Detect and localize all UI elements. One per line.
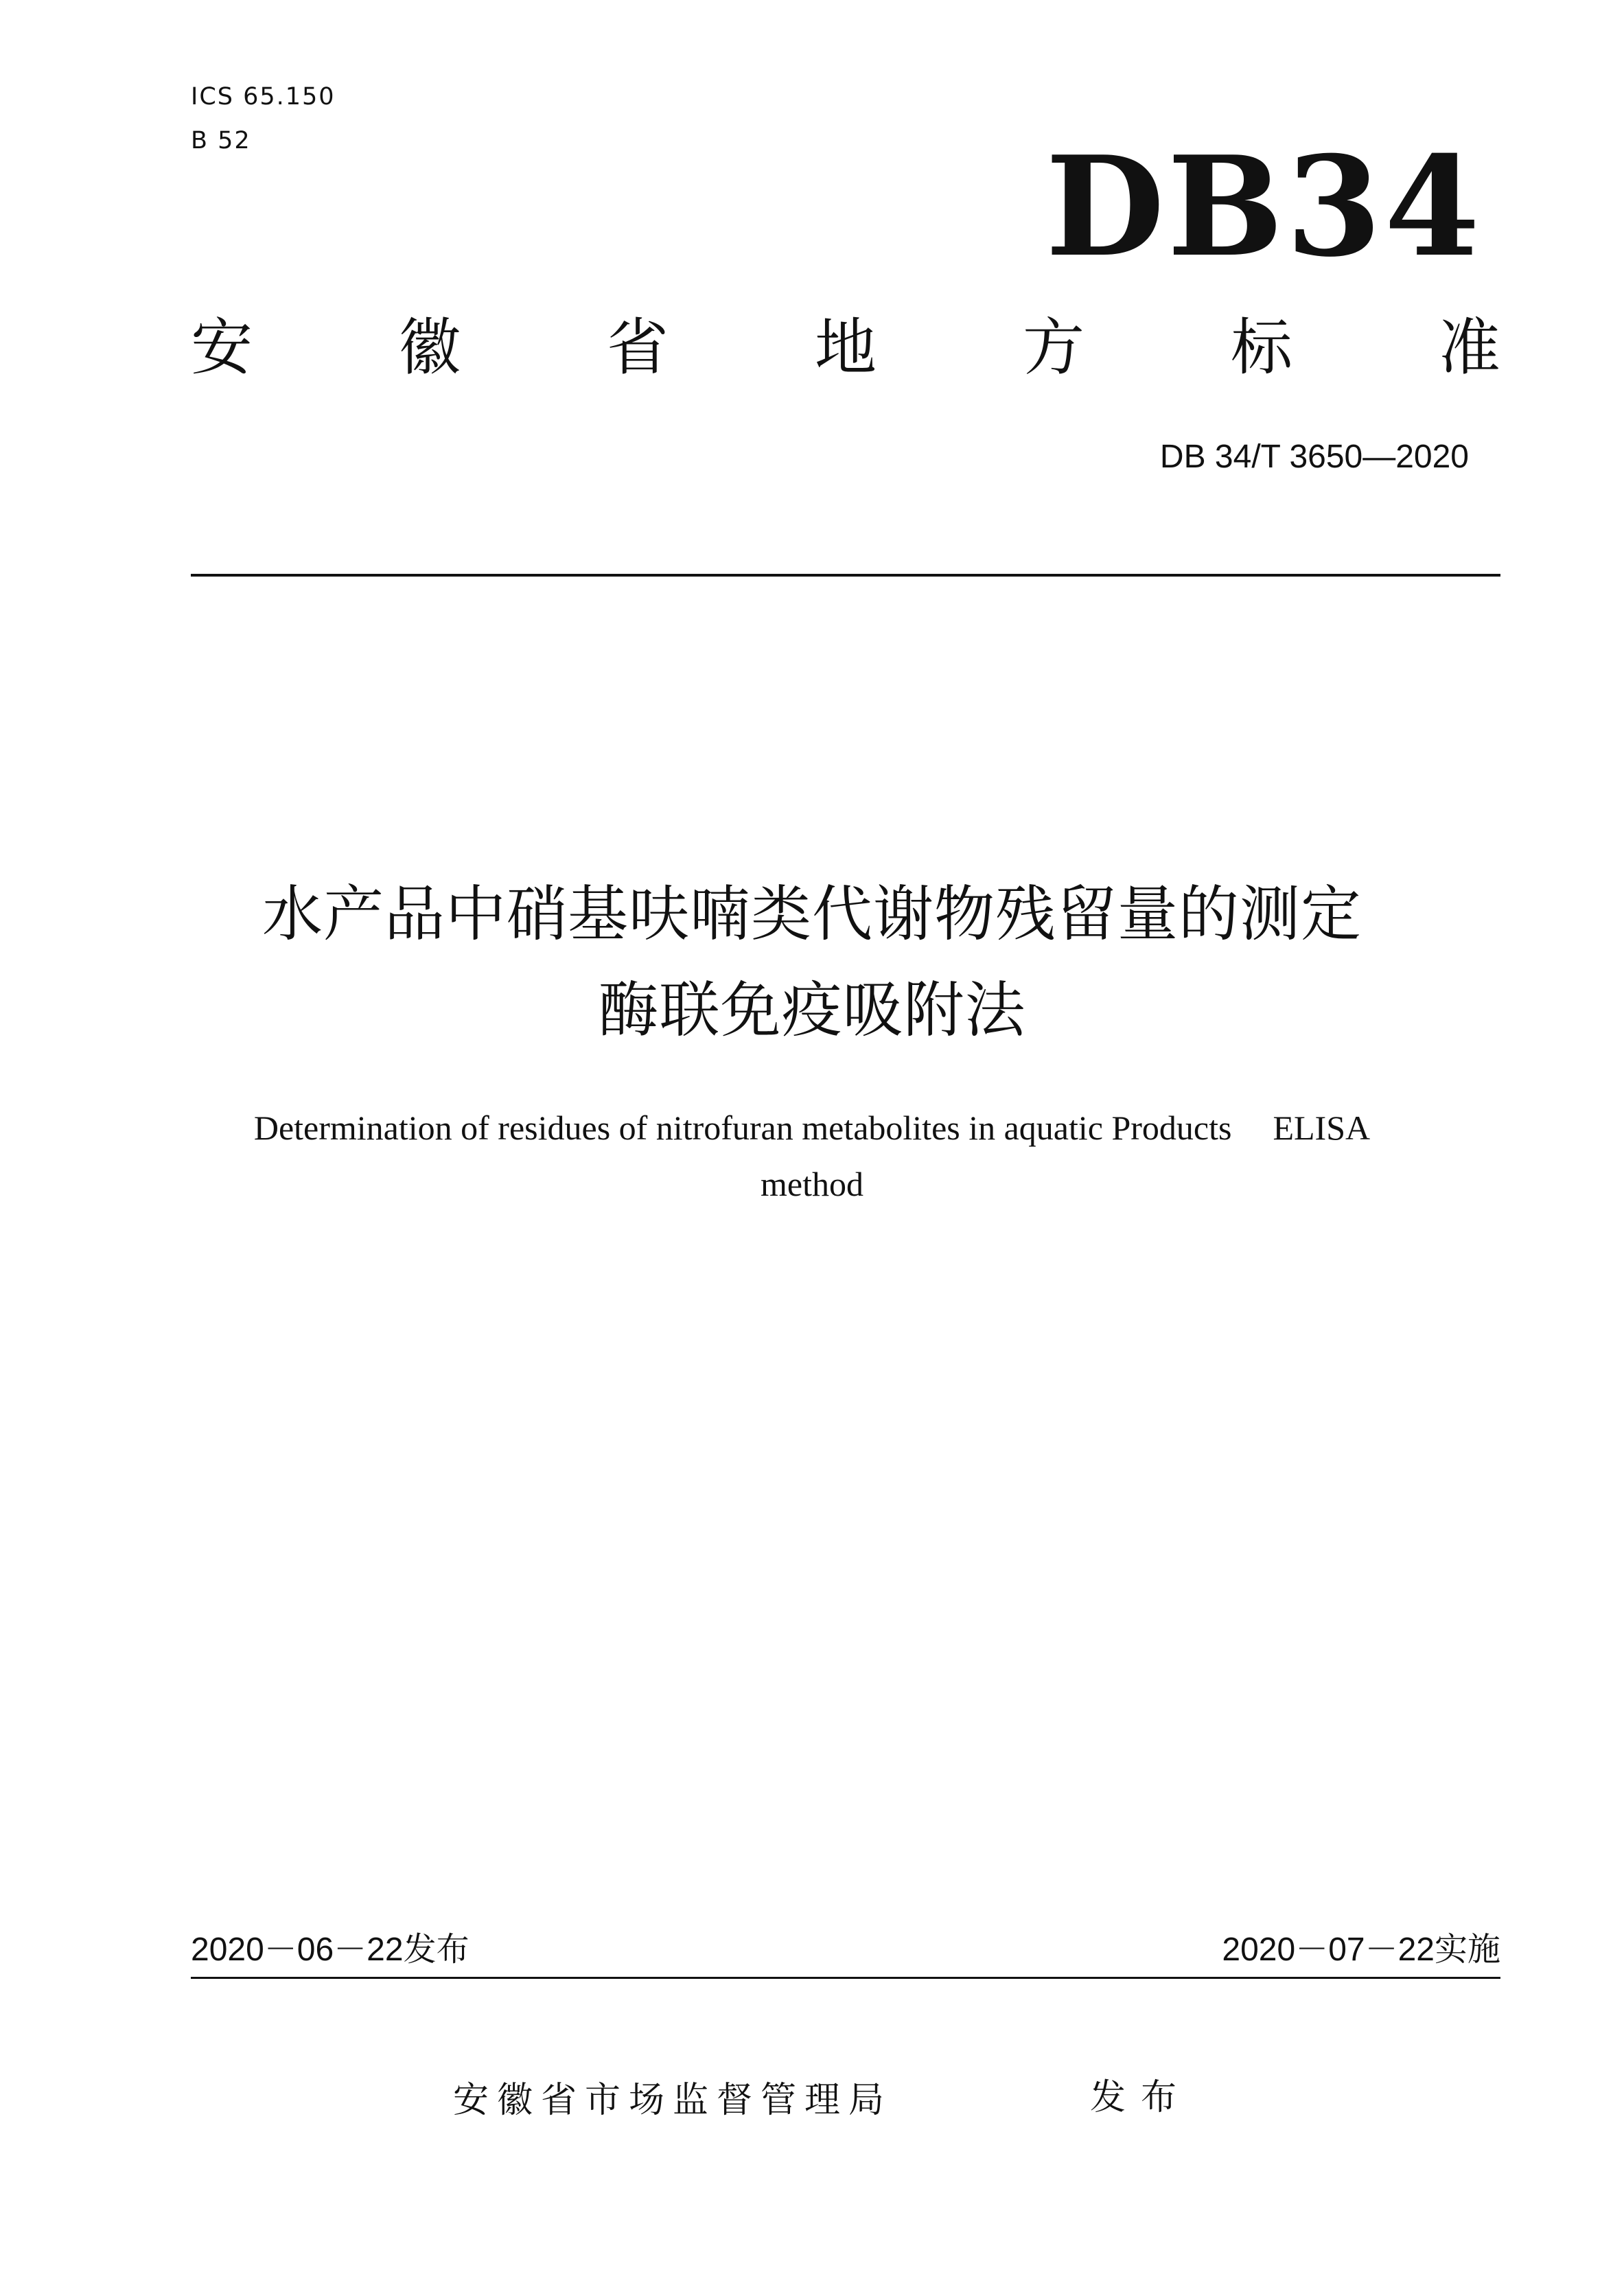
publish-label: 发布 [1090, 2077, 1192, 2118]
standard-type-char: 省 [607, 312, 669, 384]
implement-label: 实施 [1434, 1930, 1500, 1969]
ccs-code: B 52 [191, 127, 251, 154]
title-en-line1-main: Determination of residues of nitrofuran metabolites in aquatic Products [253, 1109, 1232, 1147]
implement-date-value: 2020－07－22 [1222, 1932, 1435, 1968]
db-logo: DB34 [1045, 126, 1483, 288]
issue-date [191, 1930, 469, 1969]
publisher-name: 安徽省市场监督管理局 [453, 2080, 893, 2121]
title-cn-line1: 水产品中硝基呋喃类代谢物残留量的测定 [262, 879, 1362, 949]
standard-type-char: 标 [1231, 312, 1292, 384]
implement-date [1194, 1930, 1500, 1969]
standard-number: DB 34/T 3650—2020 [1159, 439, 1469, 475]
standard-type-char: 徽 [399, 312, 461, 384]
standard-type-heading [191, 312, 1500, 384]
standard-type-char: 方 [1023, 312, 1084, 384]
standard-type-char: 安 [191, 312, 253, 384]
standard-type-char: 地 [815, 312, 877, 384]
title-en-line1 [124, 1111, 1500, 1145]
title-cn-line2: 酶联免疫吸附法 [598, 975, 1026, 1045]
ics-code: ICS 65.150 [191, 83, 336, 111]
top-divider [191, 574, 1500, 577]
issue-label: 发布 [403, 1930, 469, 1969]
standard-type-char: 准 [1439, 312, 1500, 384]
bottom-divider [191, 1977, 1500, 1979]
issue-date-value: 2020－06－22 [191, 1932, 404, 1968]
title-en-line1-elisa: ELISA [1273, 1109, 1371, 1147]
title-en-line2: method [761, 1165, 863, 1203]
